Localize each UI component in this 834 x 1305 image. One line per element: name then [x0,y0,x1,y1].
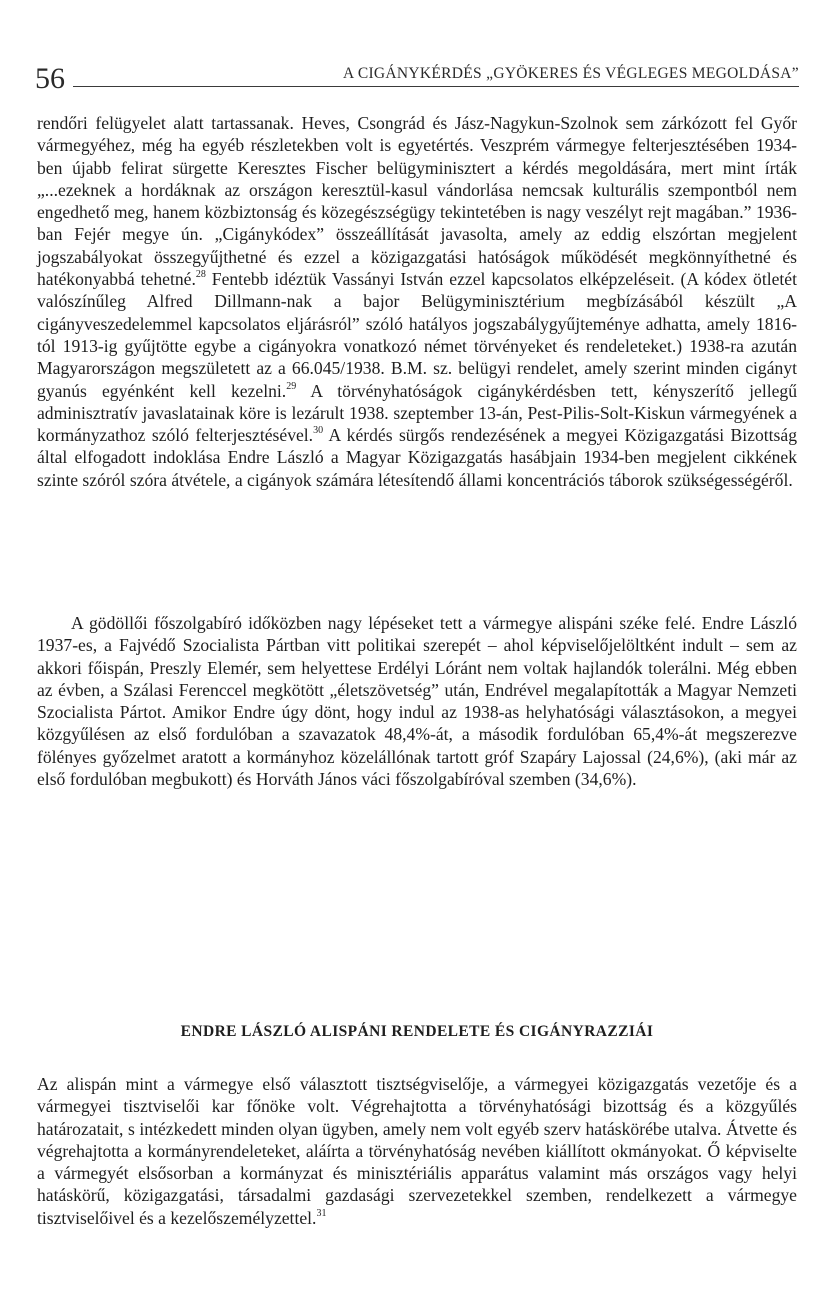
footnote-ref-30: 30 [313,425,324,437]
running-head: A CIGÁNYKÉRDÉS „GYÖKERES ÉS VÉGLEGES MEGOLDÁSA” [343,65,799,82]
text-block-second [37,612,797,790]
section-heading: ENDRE LÁSZLÓ ALISPÁNI RENDELETE ÉS CIGÁNYRAZZIÁI [180,1023,654,1040]
text-run: rendőri felügyelet alatt tartassanak. Heves, Csongrád és Jász-Nagykun-Szolnok sem zárkózott fel Győr vármegyéhez, még ha egyéb részletekben volt is egyetértés. Veszprém vármegye felterjesztésében 1934-ben újabb felirat sürgette Keresztes Fischer belügyminisztert a kérdés megoldására, mert mint írták „...ezeknek a hordáknak az országon keresztül-kasul vándorlása nemcsak kulturális szempontból nem engedhető meg, hanem közbiztonság és közegészségügy tekintetében is nagy veszélyt rejt magában.” 1936-ban Fejér megye ún. „Cigánykódex” összeállítását javasolta, amely az eddig elszórtan megjelent jogszabályokat összegyűjthetné és ezzel a közigazgatási hatóságok működését megkönnyíthetné és hatékonyabbá tehetné. [37,113,797,290]
page-number: 56 [35,62,65,95]
page-header [35,50,799,95]
paragraph-continuation [37,112,797,491]
paragraph: A gödöllői főszolgabíró időközben nagy lépéseket tett a vármegye alispáni széke felé. Endre László 1937-es, a Fajvédő Szocialista Pártban vitt politikai szerepét – ahol képviselőjelöltként indult – sem az akkori főispán, Preszly Elemér, sem helyettese Erdélyi Lóránt nem voltak hajlandók tolerálni. Még ebben az évben, a Szálasi Ferenccel megkötött „életszövetség” után, Endrével megalapították a Magyar Nemzeti Szocialista Pártot. Amikor Endre úgy dönt, hogy indul az 1938-as helyhatósági választásokon, a megyei közgyűlésen az első fordulóban a szavazatok 48,4%-át, a második fordulóban 65,4%-át megszerezve fölényes győzelmet aratott a kormányhoz közelállónak tartott gróf Szapáry Lajossal (24,6%), (aki már az első fordulóban megbukott) és Horváth János váci főszolgabíróval szemben (34,6%). [37,613,797,790]
text-block-section [37,1073,797,1229]
text-block-continuation [37,112,797,491]
text-run: Az alispán mint a vármegye első választott tisztségviselője, a vármegyei közigazgatás vezetője és a vármegyei tisztviselői kar főnöke volt. Végrehajtotta a törvényhatósági bizottság és a közgyűlés határozatait, s intézkedett minden olyan ügyben, amely nem volt egyéb szerv hatáskörébe utalva. Átvette és végrehajtotta a kormányrendeleteket, aláírta a törvényhatóság nevében kiállított okmányokat. Ő képviselte a vármegyét elsősorban a kormányzat és minisztériális apparátus valamint más országos vagy helyi hatáskörű, közigazgatási, társadalmi gazdasági szervezetekkel szemben, rendelkezett a vármegye tisztviselőivel és a kezelőszemélyzettel. [37,1074,797,1228]
header-rule [73,86,799,87]
paragraph [37,1073,797,1229]
footnote-ref-28: 28 [195,269,206,281]
text-run: Fentebb idéztük Vassányi István ezzel kapcsolatos elképzeléseit. (A kódex ötletét valószínűleg Alfred Dillmann-nak a bajor Belügyminisztérium megbízásából készült „A cigányveszedelemmel kapcsolatos eljárásról” szóló hatályos jogszabálygyűjteménye adhatta, amely 1816-tól 1913-ig gyűjtötte egybe a cigányokra vonatkozó német törvényeket és rendeleteket.) 1938-ra azután Magyarországon megszületett az a 66.045/1938. B.M. sz. belügyi rendelet, amely szerint minden cigányt gyanús egyénként kell kezelni. [37,269,797,401]
footnote-ref-29: 29 [286,380,297,392]
text-run: A kérdés sürgős rendezésének a megyei Közigazgatási Bizottság által elfogadott indoklása Endre László a Magyar Közigazgatás hasábjain 1934-ben megjelent cikkének szinte szóról szóra átvétele, a cigányok számára létesítendő állami koncentrációs táborok szükségességéről. [37,425,797,490]
footnote-ref-31: 31 [316,1207,327,1219]
text-run: A törvényhatóságok cigánykérdésben tett, kényszerítő jellegű adminisztratív javaslatainak köre is lezárult 1938. szeptember 13-án, Pest-Pilis-Solt-Kiskun vármegyének a kormányzathoz szóló felterjesztésével. [37,380,798,446]
